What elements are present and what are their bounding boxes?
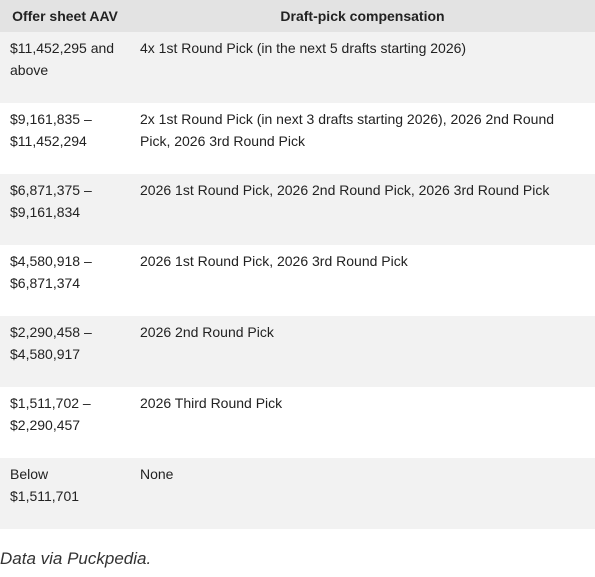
aav-line: $1,511,702 – — [10, 395, 91, 411]
aav-line: $4,580,918 – — [10, 253, 92, 269]
table-row — [0, 32, 595, 103]
compensation-cell: 2026 1st Round Pick, 2026 3rd Round Pick — [140, 253, 408, 269]
aav-line: Below — [10, 466, 49, 482]
aav-cell — [0, 387, 130, 458]
aav-line: $2,290,457 — [10, 417, 81, 433]
compensation-cell: 2026 1st Round Pick, 2026 2nd Round Pick, 2026 3rd Round Pick — [140, 182, 550, 198]
aav-line: $1,511,701 — [10, 488, 80, 504]
aav-cell — [0, 245, 130, 316]
aav-cell — [0, 103, 130, 174]
table-row — [0, 387, 595, 458]
aav-line: $2,290,458 – — [10, 324, 92, 340]
aav-line: above — [10, 62, 49, 78]
aav-line: $11,452,295 and — [10, 40, 115, 56]
source-caption: Data via Puckpedia. — [0, 549, 152, 568]
aav-line: $4,580,917 — [10, 346, 81, 362]
table-row — [0, 103, 595, 174]
table-row — [0, 174, 595, 245]
table-row — [0, 316, 595, 387]
compensation-cell: 2x 1st Round Pick (in next 3 drafts starting 2026), 2026 2nd Round Pick, 2026 3rd Round Pick — [140, 111, 555, 149]
compensation-cell: 2026 2nd Round Pick — [140, 324, 274, 340]
table-header — [0, 0, 595, 32]
table-row — [0, 245, 595, 316]
aav-line: $9,161,834 — [10, 204, 81, 220]
header-draft-pick-compensation: Draft-pick compensation — [280, 8, 445, 24]
aav-line: $6,871,375 – — [10, 182, 92, 198]
compensation-cell: None — [140, 466, 174, 482]
aav-cell — [0, 316, 130, 387]
compensation-cell: 2026 Third Round Pick — [140, 395, 283, 411]
aav-line: $11,452,294 — [10, 133, 87, 149]
aav-cell — [0, 174, 130, 245]
aav-cell — [0, 32, 130, 103]
table-row — [0, 458, 595, 529]
aav-line: $9,161,835 – — [10, 111, 92, 127]
header-offer-sheet-aav: Offer sheet AAV — [12, 8, 118, 24]
compensation-cell: 4x 1st Round Pick (in the next 5 drafts starting 2026) — [140, 40, 467, 56]
aav-cell — [0, 458, 130, 529]
aav-line: $6,871,374 — [10, 275, 81, 291]
